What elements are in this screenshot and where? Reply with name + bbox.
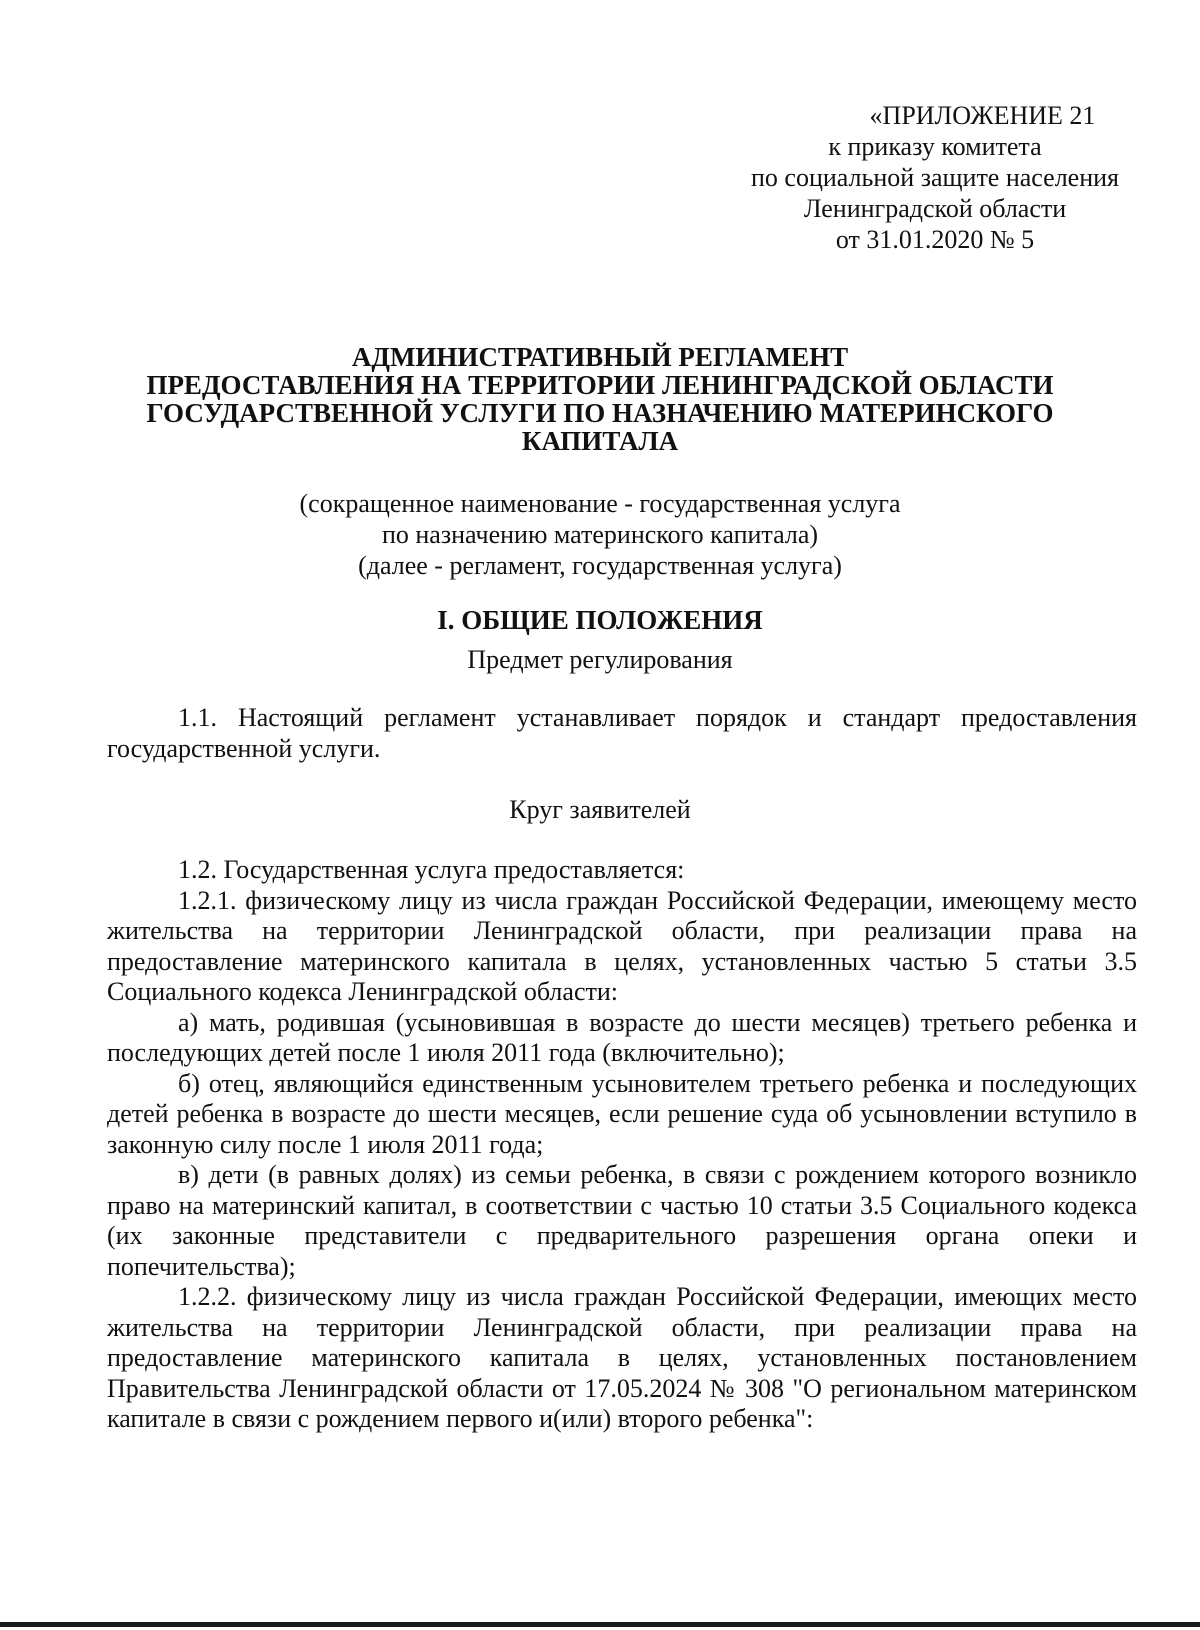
appendix-date-number: от 31.01.2020 № 5 bbox=[835, 225, 1035, 254]
paragraph-item-a: а) мать, родившая (усыновившая в возрасте до шести месяцев) третьего ребенка и последующих детей после 1 июля 2011 года (включительно); bbox=[107, 1007, 1137, 1067]
appendix-line: Ленинградской области bbox=[803, 194, 1067, 223]
applicants-heading: Круг заявителей bbox=[509, 795, 691, 824]
scan-edge-line bbox=[0, 1622, 1200, 1627]
appendix-title: «ПРИЛОЖЕНИЕ 21 bbox=[869, 101, 1096, 130]
paragraph-1-2-1: 1.2.1. физическому лицу из числа граждан Российской Федерации, имеющему место жительства на территории Ленинградской области, при реализации права на предоставление материнского капитала в целях, установленных частью 5 статьи 3.5 Социального кодекса Ленинградской области: bbox=[107, 885, 1137, 1006]
title-line: КАПИТАЛА bbox=[521, 426, 679, 456]
paragraph-1-1: 1.1. Настоящий регламент устанавливает порядок и стандарт предоставления государственной услуги. bbox=[107, 703, 1137, 763]
document-subtitle bbox=[100, 488, 1100, 581]
applicants-body bbox=[107, 855, 1137, 1435]
paragraph-1-2-2: 1.2.2. физическому лицу из числа граждан Российской Федерации, имеющих место жительства на территории Ленинградской области, при реализации права на предоставление материнского капитала в целях, установленных постановлением Правительства Ленинградской области от 17.05.2024 № 308 "О региональном материнском капитале в связи с рождением первого и(или) второго ребенка": bbox=[107, 1282, 1137, 1433]
document-title bbox=[100, 343, 1100, 455]
title-line: АДМИНИСТРАТИВНЫЙ РЕГЛАМЕНТ bbox=[351, 342, 849, 372]
subtitle-line: по назначению материнского капитала) bbox=[381, 520, 819, 549]
section-heading: I. ОБЩИЕ ПОЛОЖЕНИЯ bbox=[437, 605, 763, 635]
appendix-block bbox=[700, 100, 1170, 255]
title-line: ГОСУДАРСТВЕННОЙ УСЛУГИ ПО НАЗНАЧЕНИЮ МАТЕРИНСКОГО bbox=[146, 398, 1054, 428]
paragraph-item-v: в) дети (в равных долях) из семьи ребенка, в связи с рождением которого возникло право на материнский капитал, в соответствии с частью 10 статьи 3.5 Социального кодекса (их законные представители с предварительного разрешения органа опеки и попечительства); bbox=[107, 1160, 1137, 1281]
appendix-line: к приказу комитета bbox=[828, 132, 1042, 161]
paragraph-1-2: 1.2. Государственная услуга предоставляется: bbox=[178, 855, 685, 884]
subject-body bbox=[107, 703, 1137, 764]
subtitle-line: (далее - регламент, государственная услуга) bbox=[358, 551, 842, 580]
title-line: ПРЕДОСТАВЛЕНИЯ НА ТЕРРИТОРИИ ЛЕНИНГРАДСКОЙ ОБЛАСТИ bbox=[146, 370, 1054, 400]
subject-heading: Предмет регулирования bbox=[467, 645, 733, 674]
appendix-line: по социальной защите населения bbox=[750, 163, 1119, 192]
subtitle-line: (сокращенное наименование - государственная услуга bbox=[299, 489, 901, 518]
paragraph-item-b: б) отец, являющийся единственным усыновителем третьего ребенка и последующих детей ребенка в возрасте до шести месяцев, если решение суда об усыновлении вступило в законную силу после 1 июля 2011 года; bbox=[107, 1068, 1137, 1159]
